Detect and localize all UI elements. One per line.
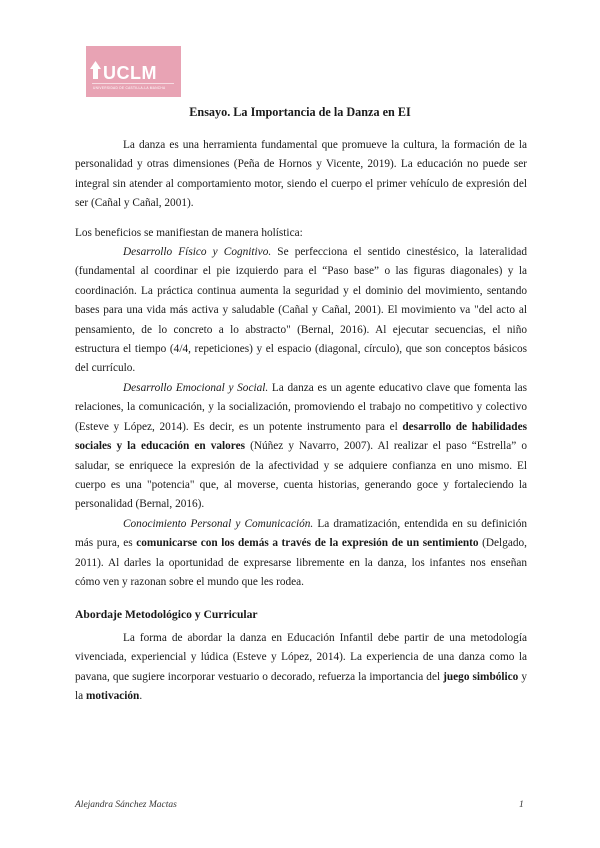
- page-number: 1: [519, 800, 524, 810]
- bold-emocional: desarrollo de habilidades sociales y la educación en valores: [75, 420, 527, 453]
- bold-personal: comunicarse con los demás a través de la expresión de un sentimiento: [136, 537, 479, 550]
- paragraph-personal: [75, 515, 527, 593]
- text-emocional-1: La danza es un agente educativo clave que fomenta las relaciones, la comunicación, y la socialización, promoviendo el trabajo no competitivo y colectivo (Esteve y López, 2014). Es decir, es un potente instrumento para el: [75, 381, 528, 433]
- document-body: [75, 136, 527, 706]
- paragraph-emocional: [75, 379, 527, 515]
- section-heading-metodologico: Abordaje Metodológico y Curricular: [75, 608, 258, 622]
- logo-text: UCLM: [103, 63, 157, 83]
- text-personal-1: La dramatización, entendida en su definición más pura, es: [75, 517, 527, 550]
- heading-emocional: Desarrollo Emocional y Social.: [123, 381, 269, 394]
- intro-paragraph: La danza es una herramienta fundamental que promueve la cultura, la formación de la personalidad y otras dimensiones (Peña de Hornos y Vicente, 2019). La educación no puede ser integral sin atender al comportamiento motor, siendo el cuerpo el primer vehículo de expresión del ser (Cañal y Cañal, 2001).: [75, 139, 527, 210]
- bold-metodologico-1: juego simbólico: [443, 670, 519, 683]
- text-emocional-2: (Núñez y Navarro, 2007). Al realizar el paso “Estrella” o saludar, se enriquece la expresión de la afectividad y se adquiere confianza en uno mismo. El cuerpo es una "potencia" que, al moverse, cuenta historias, generando goce y fortaleciendo la personalidad (Bernal, 2016).: [75, 440, 527, 511]
- text-metodologico-1: La forma de abordar la danza en Educación Infantil debe partir de una metodología vivenciada, experiencial y lúdica (Esteve y López, 2014). La experiencia de una danza como la pavana, que sugiere incorporar vestuario o decorado, refuerza la importancia del: [75, 631, 527, 683]
- text-metodologico-3: .: [139, 689, 143, 702]
- document-title: Ensayo. La Importancia de la Danza en EI: [189, 105, 411, 119]
- uclm-logo-graphic: [86, 46, 181, 97]
- heading-fisico: Desarrollo Físico y Cognitivo.: [123, 246, 272, 259]
- text-personal-2: (Delgado, 2011). Al darles la oportunidad de expresarse libremente en la danza, los infantes nos enseñan cómo ven y razonan sobre el mundo que les rodea.: [75, 537, 527, 588]
- logo-subtext: UNIVERSIDAD DE CASTILLA-LA MANCHA: [93, 86, 166, 90]
- benefits-intro: Los beneficios se manifiestan de manera holística:: [75, 226, 303, 239]
- footer-author: Alejandra Sánchez Mactas: [75, 800, 177, 810]
- text-metodologico-2: y la: [75, 670, 527, 702]
- text-fisico: Se perfecciona el sentido cinestésico, la lateralidad (fundamental al coordinar el pie izquierdo para el “Paso base” o las figuras diagonales) y la coordinación. La práctica continua aumenta la seguridad y el dominio del movimiento, sentando bases para una vida más activa y saludable (Cañal y Cañal, 2001). El movimiento va "del acto al pensamiento, de lo concreto a lo abstracto" (Bernal, 2016). Al ejecutar secuencias, el niño estructura el tiempo (4/4, repeticiones) y el espacio (diagonal, círculo), que son conceptos básicos del currículo.: [75, 246, 527, 375]
- paragraph-fisico: [75, 243, 527, 379]
- uclm-logo: [86, 46, 181, 97]
- heading-personal: Conocimiento Personal y Comunicación.: [123, 517, 314, 530]
- bold-metodologico-2: motivación: [85, 689, 140, 702]
- paragraph-metodologico: [75, 629, 527, 707]
